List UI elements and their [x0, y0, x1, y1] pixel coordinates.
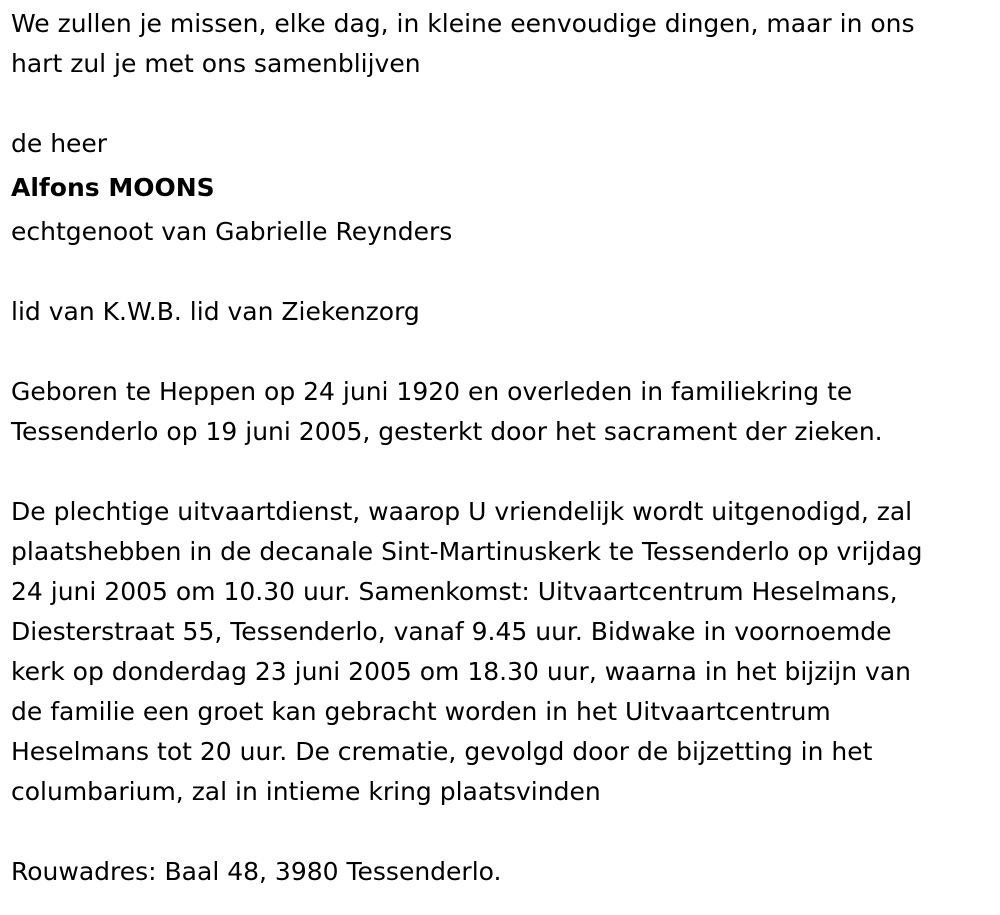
- person-block: [11, 124, 991, 332]
- service-line: De plechtige uitvaartdienst, waarop U vriendelijk wordt uitgenodigd, zal: [11, 497, 913, 526]
- person-memberships: lid van K.W.B. lid van Ziekenzorg: [11, 297, 420, 326]
- service-line: 24 juni 2005 om 10.30 uur. Samenkomst: Uitvaartcentrum Heselmans,: [11, 577, 898, 606]
- service-line: Diesterstraat 55, Tessenderlo, vanaf 9.45 uur. Bidwake in voornoemde: [11, 617, 892, 646]
- birth-death-paragraph: [11, 372, 991, 452]
- address-line: Rouwadres: Baal 48, 3980 Tessenderlo.: [11, 857, 502, 886]
- funeral-service-paragraph: [11, 492, 991, 812]
- person-spouse: echtgenoot van Gabrielle Reynders: [11, 217, 453, 246]
- obituary-document: [11, 4, 991, 892]
- service-line: columbarium, zal in intieme kring plaatsvinden: [11, 777, 601, 806]
- intro-line: We zullen je missen, elke dag, in kleine eenvoudige dingen, maar in ons: [11, 9, 915, 38]
- birth-line: Tessenderlo op 19 juni 2005, gesterkt door het sacrament der zieken.: [11, 417, 883, 446]
- mourning-address: [11, 852, 991, 892]
- birth-line: Geboren te Heppen op 24 juni 1920 en overleden in familiekring te: [11, 377, 853, 406]
- service-line: plaatshebben in de decanale Sint-Martinuskerk te Tessenderlo op vrijdag: [11, 537, 923, 566]
- intro-line: hart zul je met ons samenblijven: [11, 49, 421, 78]
- person-name: Alfons MOONS: [11, 173, 215, 202]
- service-line: kerk op donderdag 23 juni 2005 om 18.30 uur, waarna in het bijzijn van: [11, 657, 911, 686]
- person-title: de heer: [11, 129, 108, 158]
- service-line: Heselmans tot 20 uur. De crematie, gevolgd door de bijzetting in het: [11, 737, 873, 766]
- service-line: de familie een groet kan gebracht worden in het Uitvaartcentrum: [11, 697, 831, 726]
- intro-quote: [11, 4, 991, 84]
